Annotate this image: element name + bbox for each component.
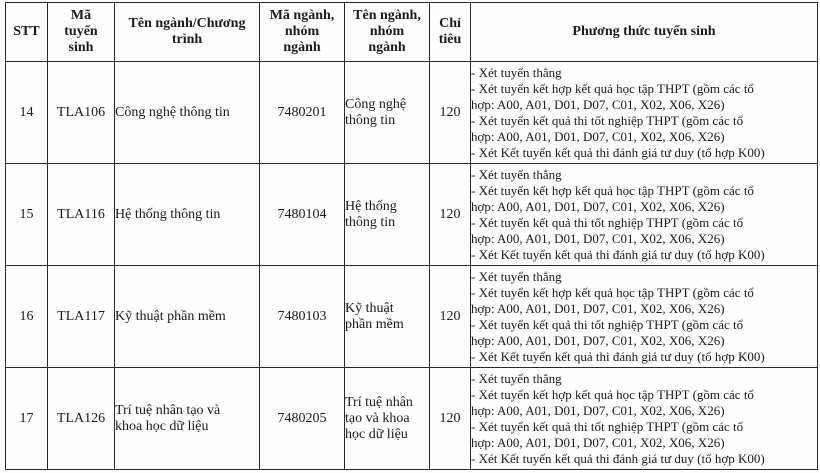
group-name-line: học dữ liệu	[345, 426, 408, 442]
cell-program	[115, 368, 260, 470]
cell-group-name	[345, 164, 430, 266]
header-group-code-line: ngành	[283, 40, 321, 55]
method-line: - Xét tuyển kết quả thi tốt nghiệp THPT (gồm các tổ	[471, 316, 744, 332]
program-line: Kỹ thuật phần mềm	[115, 308, 226, 324]
header-group-name	[345, 3, 430, 62]
header-group-code	[260, 3, 345, 62]
method-line: - Xét tuyển kết quả thi tốt nghiệp THPT (gồm các tổ	[471, 112, 744, 128]
method-line: hợp: A00, A01, D01, D07, C01, X02, X06, X26)	[471, 198, 725, 214]
cell-program	[115, 62, 260, 164]
methods-list	[471, 167, 817, 263]
cell-code: TLA106	[48, 62, 115, 164]
methods-list	[471, 269, 817, 365]
table-row	[6, 62, 818, 164]
cell-code: TLA117	[48, 266, 115, 368]
method-line: - Xét tuyển kết quả thi tốt nghiệp THPT (gồm các tổ	[471, 418, 744, 434]
method-line: - Xét tuyển kết hợp kết quả học tập THPT (gồm các tổ	[471, 182, 754, 198]
cell-group-code: 7480201	[260, 62, 345, 164]
group-name-line: Kỹ thuật	[345, 300, 394, 316]
method-line: hợp: A00, A01, D01, D07, C01, X02, X06, X26)	[471, 332, 725, 348]
method-line: hợp: A00, A01, D01, D07, C01, X02, X06, X26)	[471, 434, 725, 450]
method-line: hợp: A00, A01, D01, D07, C01, X02, X06, X26)	[471, 402, 725, 418]
header-quota-line: tiêu	[438, 32, 462, 47]
method-line: hợp: A00, A01, D01, D07, C01, X02, X06, X26)	[471, 128, 725, 144]
methods-list	[471, 65, 817, 161]
header-group-code-line: nhóm	[284, 24, 320, 39]
group-name-line: phần mềm	[345, 316, 404, 332]
method-line: - Xét Kết tuyển kết quả thi đánh giá tư duy (tổ hợp K00)	[471, 348, 765, 364]
group-name-line: tạo và khoa	[345, 410, 410, 426]
group-name-line: thông tin	[345, 112, 396, 128]
cell-methods	[471, 62, 818, 164]
group-name-line: Trí tuệ nhân	[345, 394, 413, 410]
cell-group-name	[345, 62, 430, 164]
header-code-line: sinh	[68, 40, 94, 55]
cell-stt: 15	[6, 164, 48, 266]
header-program-line: Tên ngành/Chương	[128, 16, 246, 31]
header-group-name-line: nhóm	[369, 24, 405, 39]
method-line: - Xét tuyển thẳng	[471, 268, 562, 284]
header-group-name-line: Tên ngành,	[353, 8, 421, 23]
table-row	[6, 266, 818, 368]
header-row	[6, 3, 818, 62]
cell-stt: 17	[6, 368, 48, 470]
program-line: Trí tuệ nhân tạo và	[115, 402, 221, 418]
cell-group-code: 7480104	[260, 164, 345, 266]
cell-quota: 120	[430, 368, 471, 470]
cell-methods	[471, 368, 818, 470]
header-stt: STT	[6, 3, 48, 62]
header-group-name-line: ngành	[368, 40, 406, 55]
header-program-line: trình	[171, 32, 203, 47]
method-line: - Xét tuyển thẳng	[471, 166, 562, 182]
method-line: - Xét tuyển kết hợp kết quả học tập THPT (gồm các tổ	[471, 386, 754, 402]
header-code-line: Mã	[70, 8, 92, 23]
method-line: - Xét tuyển kết quả thi tốt nghiệp THPT (gồm các tổ	[471, 214, 744, 230]
group-name-line: thông tin	[345, 214, 396, 230]
method-line: hợp: A00, A01, D01, D07, C01, X02, X06, X26)	[471, 96, 725, 112]
cell-methods	[471, 164, 818, 266]
admissions-table	[5, 2, 818, 470]
cell-quota: 120	[430, 62, 471, 164]
method-line: - Xét tuyển thẳng	[471, 64, 562, 80]
method-line: - Xét Kết tuyển kết quả thi đánh giá tư duy (tổ hợp K00)	[471, 246, 765, 262]
cell-group-code: 7480103	[260, 266, 345, 368]
header-group-code-line: Mã ngành,	[269, 8, 335, 23]
cell-methods	[471, 266, 818, 368]
methods-list	[471, 371, 817, 467]
method-line: - Xét tuyển kết hợp kết quả học tập THPT (gồm các tổ	[471, 80, 754, 96]
method-line: hợp: A00, A01, D01, D07, C01, X02, X06, X26)	[471, 230, 725, 246]
cell-program	[115, 266, 260, 368]
group-name-line: Hệ thống	[345, 198, 397, 214]
program-line: khoa học dữ liệu	[115, 418, 209, 434]
cell-quota: 120	[430, 164, 471, 266]
method-line: hợp: A00, A01, D01, D07, C01, X02, X06, X26)	[471, 300, 725, 316]
program-line: Hệ thống thông tin	[115, 206, 221, 222]
method-line: - Xét Kết tuyển kết quả thi đánh giá tư duy (tổ hợp K00)	[471, 144, 765, 160]
method-line: - Xét Kết tuyển kết quả thi đánh giá tư duy (tổ hợp K00)	[471, 450, 765, 466]
header-quota-line: Chỉ	[439, 16, 461, 31]
header-code	[48, 3, 115, 62]
cell-group-code: 7480205	[260, 368, 345, 470]
table-row	[6, 368, 818, 470]
group-name-line: Công nghệ	[345, 96, 407, 112]
header-code-line: tuyển	[64, 24, 98, 39]
cell-program	[115, 164, 260, 266]
table-row	[6, 164, 818, 266]
cell-stt: 16	[6, 266, 48, 368]
cell-quota: 120	[430, 266, 471, 368]
program-line: Công nghệ thông tin	[115, 104, 230, 120]
cell-code: TLA116	[48, 164, 115, 266]
cell-group-name	[345, 266, 430, 368]
cell-code: TLA126	[48, 368, 115, 470]
cell-stt: 14	[6, 62, 48, 164]
header-quota	[430, 3, 471, 62]
method-line: - Xét tuyển thẳng	[471, 370, 562, 386]
header-methods: Phương thức tuyển sinh	[471, 3, 818, 62]
method-line: - Xét tuyển kết hợp kết quả học tập THPT (gồm các tổ	[471, 284, 754, 300]
header-program	[115, 3, 260, 62]
cell-group-name	[345, 368, 430, 470]
